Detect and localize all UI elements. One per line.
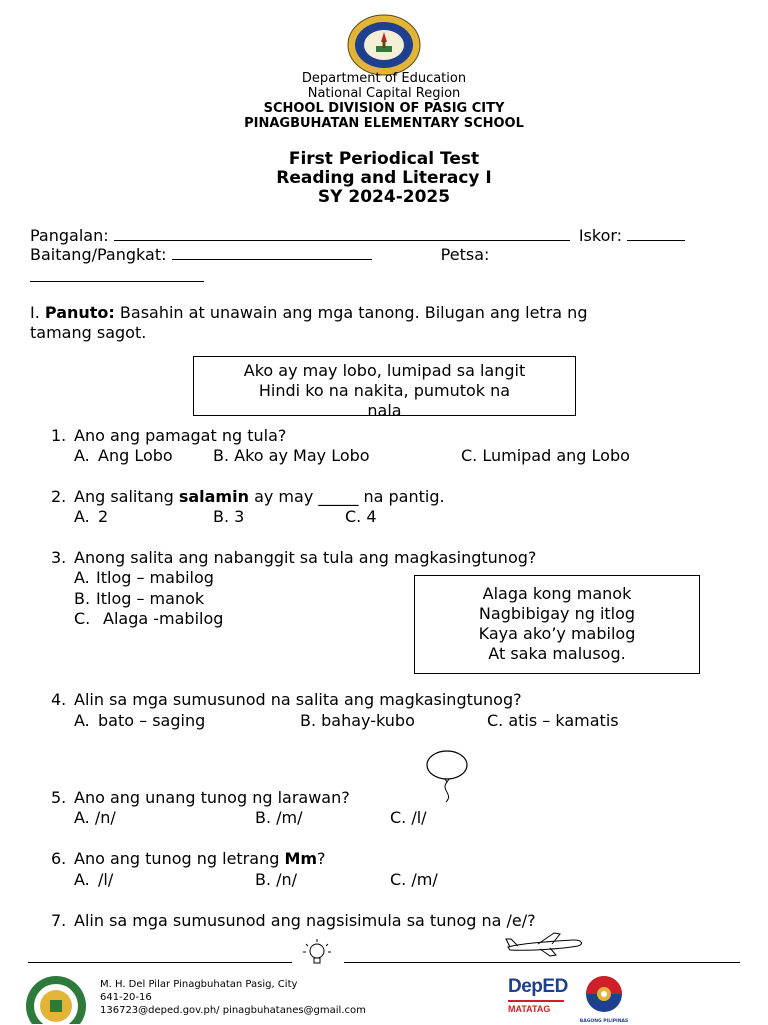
date-label: Petsa: <box>440 245 490 264</box>
footer-divider-right <box>344 962 740 963</box>
q4-choice-c[interactable]: C. atis – kamatis <box>487 711 619 730</box>
q2-choice-a[interactable]: 2 <box>98 507 109 526</box>
poem-box-lobo <box>193 356 576 416</box>
q5-choice-b[interactable]: B. /m/ <box>255 808 303 827</box>
q2-choice-c[interactable]: C. 4 <box>345 507 377 526</box>
bagong-pilipinas-logo <box>578 974 630 1022</box>
school-contact: 136723@deped.gov.ph/ pinagbuhatanes@gmail.com <box>100 1005 366 1016</box>
poem-line: At saka malusog. <box>488 644 626 663</box>
q4-choice-b[interactable]: B. bahay-kubo <box>300 711 415 730</box>
q3-choice-a[interactable]: Itlog – mabilog <box>96 568 214 587</box>
q7-text: Alin sa mga sumusunod ang nagsisimula sa tunog na /e/? <box>74 911 536 930</box>
q4-number: 4. <box>51 690 67 709</box>
instructions-label: Panuto: <box>44 303 115 322</box>
q6-choice-c[interactable]: C. /m/ <box>390 870 438 889</box>
school-phone: 641-20-16 <box>100 992 152 1003</box>
poem-line: Ako ay may lobo, lumipad sa langit <box>243 361 526 380</box>
q1-choice-a-letter[interactable]: A. <box>74 446 90 465</box>
q1-choice-c[interactable]: C. Lumipad ang Lobo <box>461 446 630 465</box>
school-seal <box>24 974 88 1024</box>
subject-title: Reading and Literacy I <box>276 168 492 188</box>
q5-text: Ano ang unang tunog ng larawan? <box>74 788 350 807</box>
region-name: National Capital Region <box>307 86 461 101</box>
lightbulb-icon <box>300 938 334 968</box>
q6-choice-a-letter[interactable]: A. <box>74 870 90 889</box>
q2-keyword: salamin <box>178 487 249 506</box>
q4-choice-a-letter[interactable]: A. <box>74 711 90 730</box>
poem-box-manok <box>414 575 700 674</box>
school-name: PINAGBUHATAN ELEMENTARY SCHOOL <box>244 116 524 131</box>
q3-choice-a-letter[interactable]: A. <box>74 568 90 587</box>
deped-wordmark: DepED <box>508 976 568 997</box>
instructions-line-1 <box>30 303 587 322</box>
q1-choice-a[interactable]: Ang Lobo <box>98 446 173 465</box>
name-label: Pangalan: <box>30 226 109 245</box>
school-address: M. H. Del Pilar Pinagbuhatan Pasig, City <box>100 979 298 990</box>
q6-text-post: ? <box>317 849 326 868</box>
score-label: Iskor: <box>578 226 623 245</box>
grade-label: Baitang/Pangkat: <box>30 245 167 264</box>
q6-text-pre: Ano ang tunog ng letrang <box>74 849 285 868</box>
q3-choice-b-letter[interactable]: B. <box>74 589 91 608</box>
date-blank[interactable] <box>30 263 204 282</box>
q2-text-pre: Ang salitang <box>74 487 179 506</box>
q1-text: Ano ang pamagat ng tula? <box>74 426 287 445</box>
division-seal <box>346 14 422 76</box>
q2-number: 2. <box>51 487 67 506</box>
footer-divider-left <box>28 962 292 963</box>
q1-number: 1. <box>51 426 67 445</box>
q3-number: 3. <box>51 548 67 567</box>
q2-choice-b[interactable]: B. 3 <box>213 507 245 526</box>
poem-line: nala <box>367 401 402 416</box>
matatag-wordmark: MATATAG <box>508 1004 551 1014</box>
q3-choice-b[interactable]: Itlog – manok <box>96 589 205 608</box>
division-name: SCHOOL DIVISION OF PASIG CITY <box>263 101 505 116</box>
q3-choice-c-letter[interactable]: C. <box>74 609 91 628</box>
q6-keyword: Mm <box>284 849 318 868</box>
q4-choice-a[interactable]: bato – saging <box>98 711 206 730</box>
q2-text-post: ay may _____ na pantig. <box>248 487 445 506</box>
name-row <box>30 226 685 245</box>
q6-choice-a[interactable]: /l/ <box>98 870 114 889</box>
q7-number: 7. <box>51 911 67 930</box>
department-name: Department of Education <box>301 71 467 86</box>
poem-line: Nagbibigay ng itlog <box>478 604 636 623</box>
grade-row <box>30 245 489 264</box>
score-blank[interactable] <box>627 240 685 241</box>
bagong-pilipinas-text: BAGONG PILIPINAS <box>579 1019 629 1024</box>
name-blank[interactable] <box>114 240 570 241</box>
q1-choice-b[interactable]: B. Ako ay May Lobo <box>213 446 370 465</box>
school-year: SY 2024-2025 <box>317 187 451 207</box>
deped-logo <box>508 976 568 1022</box>
poem-line: Kaya ako’y mabilog <box>478 624 636 643</box>
q6-text <box>74 849 326 868</box>
q5-choice-a[interactable]: A. /n/ <box>74 808 116 827</box>
airplane-icon <box>502 930 586 958</box>
test-title: First Periodical Test <box>288 149 480 169</box>
balloon-picture <box>420 748 474 808</box>
q3-text: Anong salita ang nabanggit sa tula ang magkasingtunog? <box>74 548 537 567</box>
q5-number: 5. <box>51 788 67 807</box>
q2-choice-a-letter[interactable]: A. <box>74 507 90 526</box>
instructions-text: Basahin at unawain ang mga tanong. Bilugan ang letra ng <box>114 303 588 322</box>
q6-choice-b[interactable]: B. /n/ <box>255 870 298 889</box>
q5-choice-c[interactable]: C. /l/ <box>390 808 427 827</box>
q4-text: Alin sa mga sumusunod na salita ang magkasingtunog? <box>74 690 522 709</box>
q2-text <box>74 487 445 506</box>
poem-line: Alaga kong manok <box>482 584 632 603</box>
poem-line: Hindi ko na nakita, pumutok na <box>258 381 511 400</box>
grade-blank[interactable] <box>172 259 372 260</box>
q3-choice-c[interactable]: Alaga -mabilog <box>103 609 224 628</box>
section-numeral: I. <box>30 303 40 322</box>
q6-number: 6. <box>51 849 67 868</box>
instructions-line-2: tamang sagot. <box>30 323 147 342</box>
